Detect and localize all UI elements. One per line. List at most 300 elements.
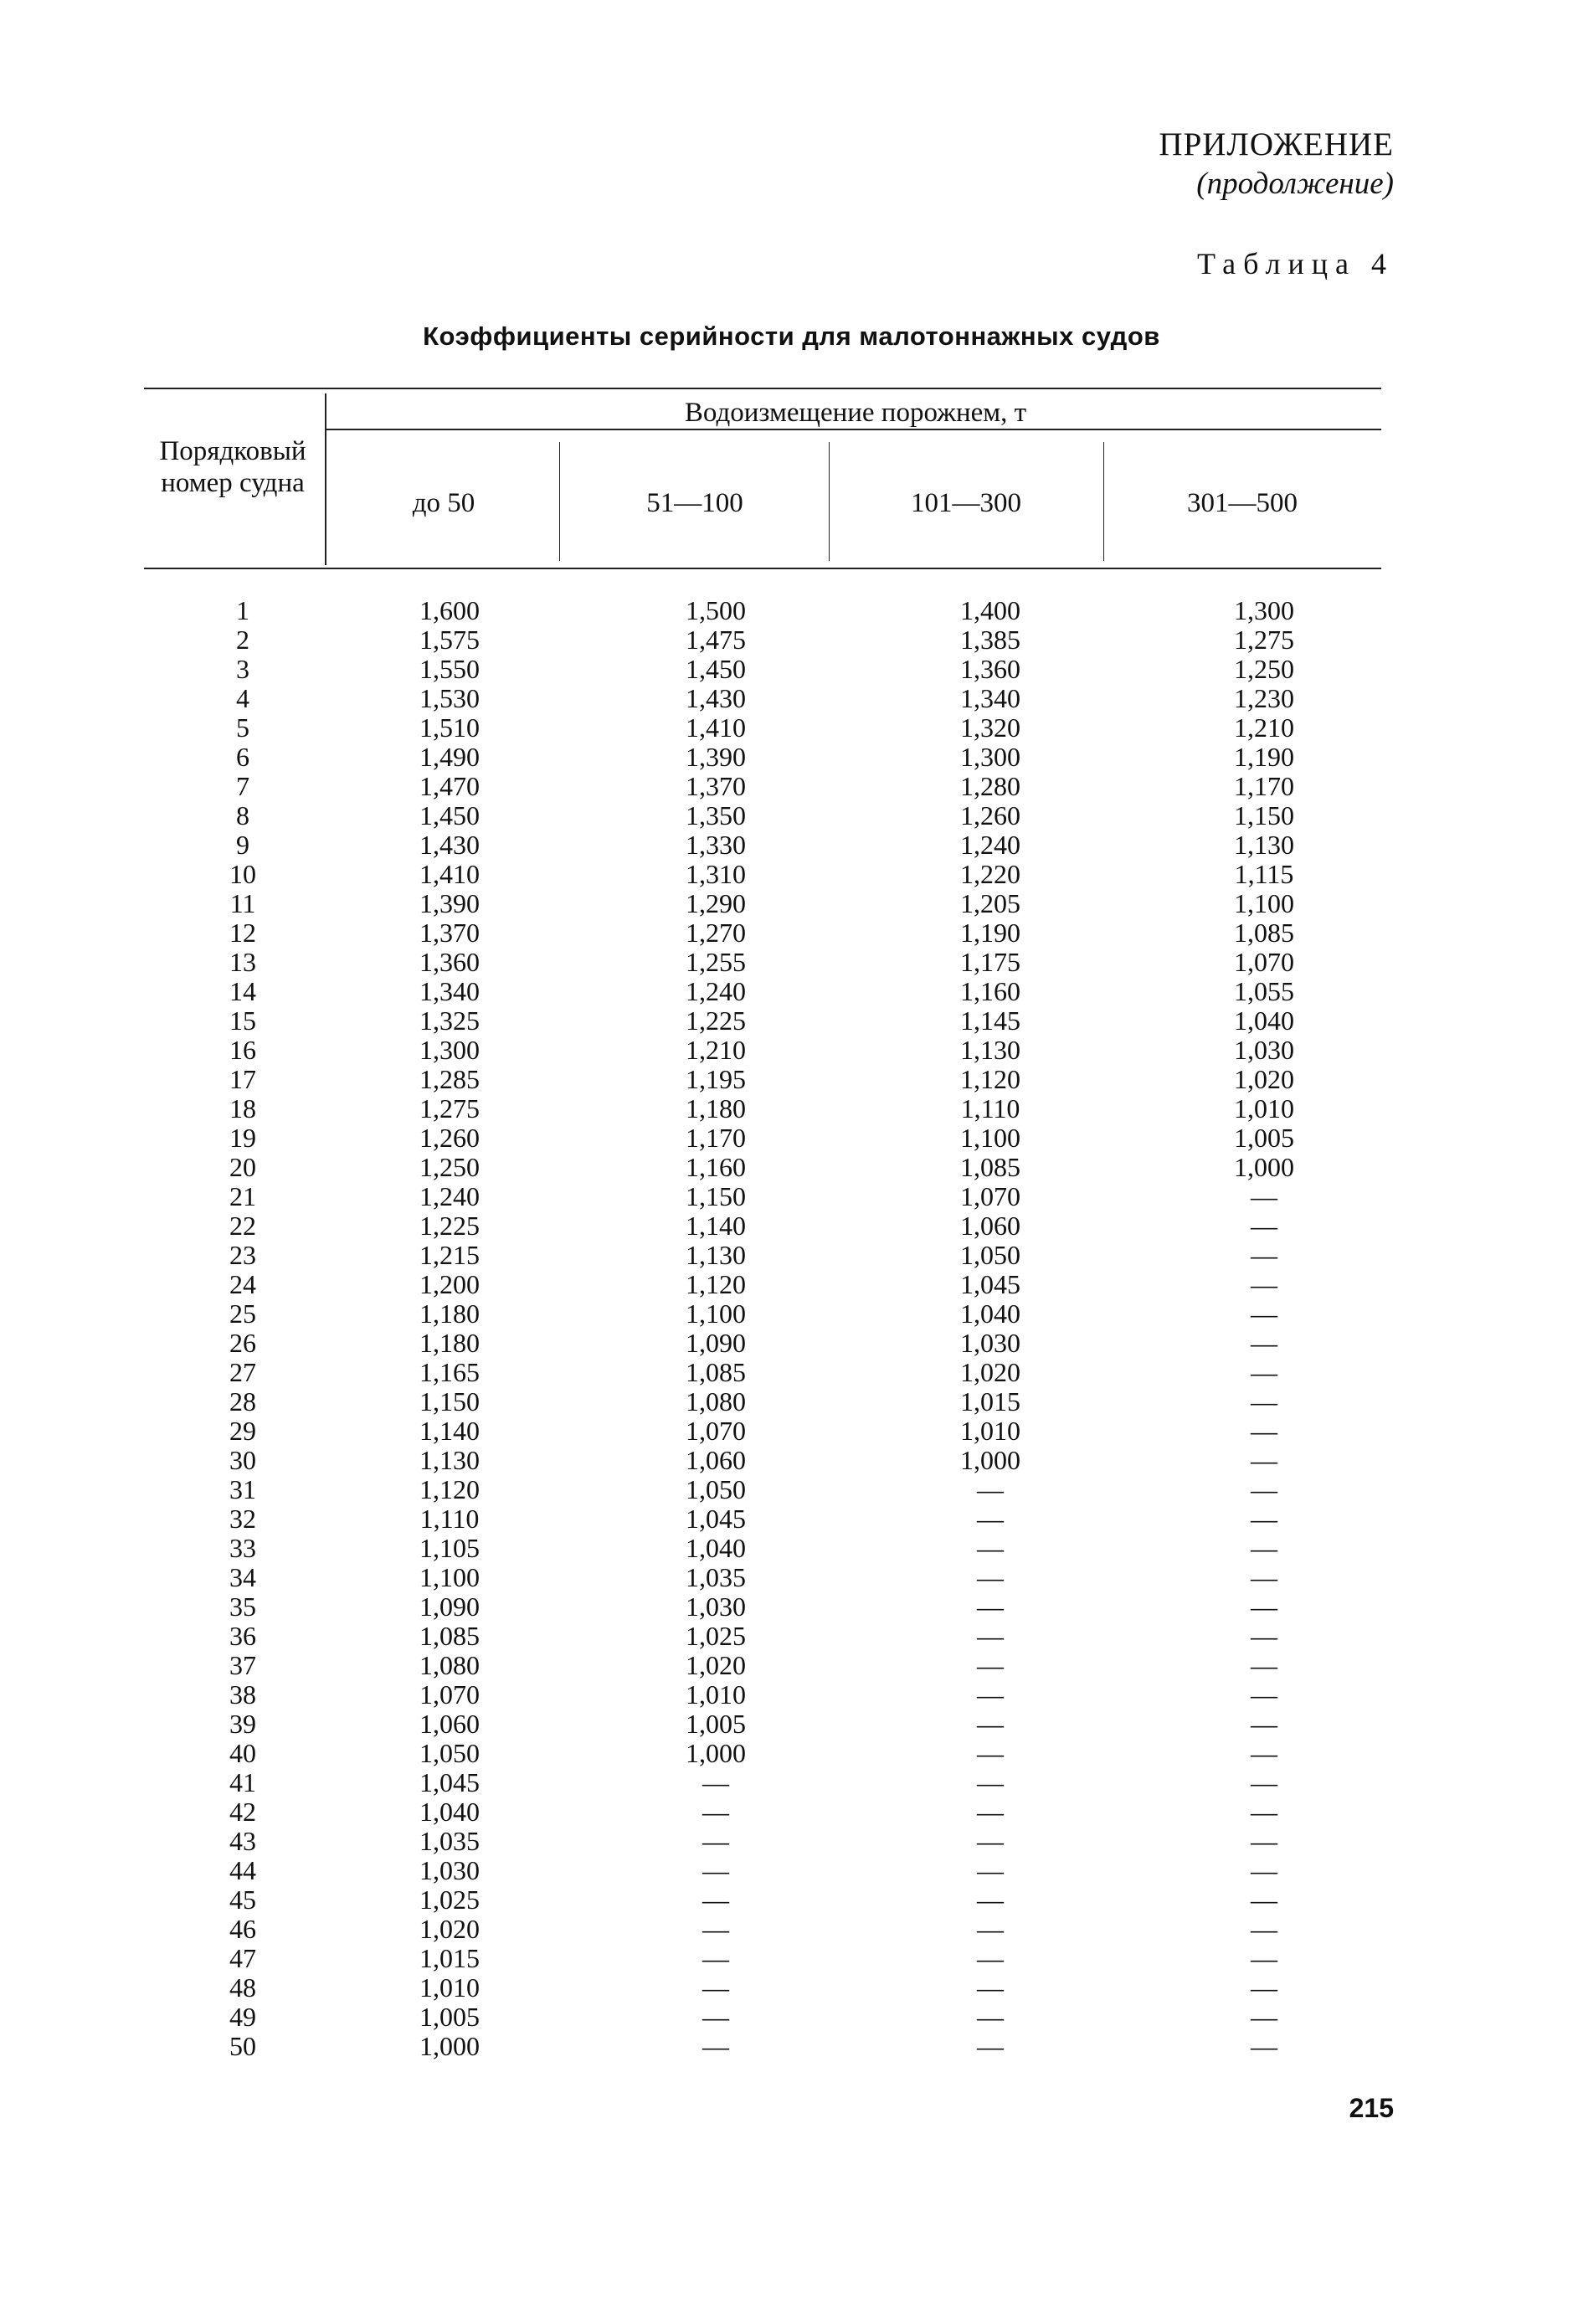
row-number: 27 <box>229 1357 256 1387</box>
coef-101-300: 1,320 <box>960 712 1020 743</box>
table-row <box>0 1211 1583 1241</box>
table-row <box>0 977 1583 1006</box>
coef-51-100: 1,170 <box>686 1123 746 1153</box>
table-row <box>0 655 1583 684</box>
table-row <box>0 889 1583 918</box>
row-number: 43 <box>229 1826 256 1856</box>
coef-301-500: 1,000 <box>1234 1152 1294 1182</box>
coef-101-300: — <box>977 1650 1004 1680</box>
coef-up-to-50: 1,090 <box>419 1591 480 1622</box>
coef-51-100: — <box>702 1855 729 1885</box>
coef-301-500: 1,100 <box>1234 888 1294 918</box>
coef-301-500: — <box>1251 1972 1277 2003</box>
coef-301-500: — <box>1251 1738 1277 1768</box>
coef-301-500: 1,300 <box>1234 595 1294 625</box>
row-number: 35 <box>229 1591 256 1622</box>
appendix-continuation: (продолжение) <box>1196 167 1394 201</box>
coef-101-300: — <box>977 1709 1004 1739</box>
coef-51-100: 1,240 <box>686 976 746 1006</box>
coef-up-to-50: 1,100 <box>419 1562 480 1592</box>
table-row <box>0 713 1583 743</box>
coef-51-100: 1,350 <box>686 800 746 830</box>
coef-up-to-50: 1,050 <box>419 1738 480 1768</box>
coef-301-500: — <box>1251 1855 1277 1885</box>
row-number: 41 <box>229 1767 256 1797</box>
coef-301-500: — <box>1251 1298 1277 1329</box>
table-caption: Коэффициенты серийности для малотоннажных судов <box>423 321 1160 351</box>
row-number: 9 <box>236 830 249 860</box>
coef-101-300: 1,120 <box>960 1064 1020 1094</box>
coef-301-500: — <box>1251 1445 1277 1475</box>
coef-301-500: — <box>1251 1328 1277 1358</box>
coef-51-100: 1,475 <box>686 625 746 655</box>
coef-51-100: 1,160 <box>686 1152 746 1182</box>
coef-101-300: 1,000 <box>960 1445 1020 1475</box>
coef-up-to-50: 1,325 <box>419 1005 480 1036</box>
coef-up-to-50: 1,180 <box>419 1298 480 1329</box>
table-row <box>0 1270 1583 1299</box>
coef-up-to-50: 1,510 <box>419 712 480 743</box>
coef-51-100: — <box>702 2031 729 2061</box>
table-row <box>0 1358 1583 1387</box>
coef-301-500: — <box>1251 1914 1277 1944</box>
coef-51-100: — <box>702 1972 729 2003</box>
coef-301-500: — <box>1251 1591 1277 1622</box>
coef-301-500: — <box>1251 1767 1277 1797</box>
coef-301-500: 1,170 <box>1234 771 1294 801</box>
table-row <box>0 1856 1583 1885</box>
coef-301-500: — <box>1251 1474 1277 1504</box>
row-number: 48 <box>229 1972 256 2003</box>
coef-51-100: 1,390 <box>686 742 746 772</box>
coef-101-300: — <box>977 1591 1004 1622</box>
row-number: 4 <box>236 683 249 713</box>
coef-51-100: — <box>702 2002 729 2032</box>
row-number: 40 <box>229 1738 256 1768</box>
row-number: 50 <box>229 2031 256 2061</box>
coef-51-100: 1,310 <box>686 859 746 889</box>
coef-up-to-50: 1,000 <box>419 2031 480 2061</box>
table-row <box>0 1065 1583 1094</box>
coef-301-500: — <box>1251 1386 1277 1417</box>
table-row <box>0 684 1583 713</box>
coef-up-to-50: 1,390 <box>419 888 480 918</box>
table-row <box>0 1739 1583 1768</box>
coef-101-300: — <box>977 1533 1004 1563</box>
column-header: до 50 <box>412 488 475 518</box>
coef-101-300: — <box>977 1474 1004 1504</box>
coef-101-300: — <box>977 1767 1004 1797</box>
table-row <box>0 1241 1583 1270</box>
table-row <box>0 1592 1583 1622</box>
coef-51-100: 1,500 <box>686 595 746 625</box>
page-number: 215 <box>1349 2093 1394 2123</box>
table-row <box>0 1680 1583 1710</box>
coef-101-300: 1,070 <box>960 1181 1020 1211</box>
row-number-header: Порядковый номер судна <box>159 436 306 498</box>
coef-101-300: 1,015 <box>960 1386 1020 1417</box>
coef-up-to-50: 1,140 <box>419 1416 480 1446</box>
table-row <box>0 1299 1583 1329</box>
coef-up-to-50: 1,360 <box>419 947 480 977</box>
coef-up-to-50: 1,110 <box>419 1504 480 1534</box>
coef-101-300: 1,280 <box>960 771 1020 801</box>
coef-51-100: 1,210 <box>686 1035 746 1065</box>
coef-51-100: 1,030 <box>686 1591 746 1622</box>
group-header-rule <box>326 429 1381 430</box>
coef-101-300: — <box>977 1943 1004 1973</box>
table-row <box>0 1006 1583 1036</box>
row-number: 29 <box>229 1416 256 1446</box>
coef-101-300: 1,010 <box>960 1416 1020 1446</box>
coef-up-to-50: 1,165 <box>419 1357 480 1387</box>
coef-101-300: 1,145 <box>960 1005 1020 1036</box>
coef-101-300: — <box>977 2031 1004 2061</box>
coef-51-100: 1,090 <box>686 1328 746 1358</box>
row-header-divider <box>325 393 326 565</box>
coef-up-to-50: 1,035 <box>419 1826 480 1856</box>
row-number: 34 <box>229 1562 256 1592</box>
coef-101-300: 1,045 <box>960 1269 1020 1299</box>
coef-301-500: — <box>1251 1211 1277 1241</box>
coef-up-to-50: 1,260 <box>419 1123 480 1153</box>
row-number: 39 <box>229 1709 256 1739</box>
coef-301-500: — <box>1251 1884 1277 1915</box>
coef-up-to-50: 1,085 <box>419 1621 480 1651</box>
coef-up-to-50: 1,180 <box>419 1328 480 1358</box>
coef-301-500: 1,055 <box>1234 976 1294 1006</box>
coef-301-500: 1,020 <box>1234 1064 1294 1094</box>
table-row <box>0 1094 1583 1123</box>
coef-51-100: — <box>702 1767 729 1797</box>
row-number: 11 <box>229 888 256 918</box>
coef-51-100: 1,045 <box>686 1504 746 1534</box>
row-number: 46 <box>229 1914 256 1944</box>
row-number: 44 <box>229 1855 256 1885</box>
coef-up-to-50: 1,300 <box>419 1035 480 1065</box>
coef-up-to-50: 1,410 <box>419 859 480 889</box>
coef-101-300: 1,260 <box>960 800 1020 830</box>
row-number: 25 <box>229 1298 256 1329</box>
row-number: 38 <box>229 1679 256 1710</box>
row-number: 5 <box>236 712 249 743</box>
coef-101-300: — <box>977 1504 1004 1534</box>
coef-51-100: 1,450 <box>686 654 746 684</box>
coef-301-500: 1,070 <box>1234 947 1294 977</box>
row-number: 23 <box>229 1240 256 1270</box>
column-header: 51—100 <box>646 488 743 518</box>
row-number: 28 <box>229 1386 256 1417</box>
coef-51-100: 1,080 <box>686 1386 746 1417</box>
coef-101-300: — <box>977 1562 1004 1592</box>
coef-up-to-50: 1,030 <box>419 1855 480 1885</box>
coef-51-100: 1,000 <box>686 1738 746 1768</box>
coef-51-100: 1,330 <box>686 830 746 860</box>
coef-up-to-50: 1,120 <box>419 1474 480 1504</box>
table-row <box>0 1387 1583 1417</box>
coef-51-100: 1,085 <box>686 1357 746 1387</box>
appendix-title: ПРИЛОЖЕНИЕ <box>1159 126 1394 162</box>
coef-51-100: 1,070 <box>686 1416 746 1446</box>
coef-51-100: — <box>702 1943 729 1973</box>
coef-up-to-50: 1,450 <box>419 800 480 830</box>
coef-301-500: — <box>1251 2002 1277 2032</box>
coef-101-300: 1,130 <box>960 1035 1020 1065</box>
coef-up-to-50: 1,005 <box>419 2002 480 2032</box>
coef-101-300: — <box>977 1621 1004 1651</box>
coef-51-100: 1,100 <box>686 1298 746 1329</box>
coef-301-500: 1,130 <box>1234 830 1294 860</box>
table-row <box>0 1182 1583 1211</box>
row-number: 31 <box>229 1474 256 1504</box>
table-row <box>0 1797 1583 1827</box>
table-row <box>0 1944 1583 1973</box>
row-number: 32 <box>229 1504 256 1534</box>
column-divider <box>1103 442 1104 561</box>
coef-51-100: 1,225 <box>686 1005 746 1036</box>
table-row <box>0 1475 1583 1504</box>
table-row <box>0 918 1583 948</box>
row-number: 36 <box>229 1621 256 1651</box>
table-row <box>0 1417 1583 1446</box>
coef-51-100: 1,370 <box>686 771 746 801</box>
table-row <box>0 1153 1583 1182</box>
coef-up-to-50: 1,575 <box>419 625 480 655</box>
coef-301-500: — <box>1251 1181 1277 1211</box>
coef-51-100: 1,410 <box>686 712 746 743</box>
coef-51-100: 1,130 <box>686 1240 746 1270</box>
coef-up-to-50: 1,215 <box>419 1240 480 1270</box>
coef-51-100: 1,180 <box>686 1093 746 1123</box>
row-number: 20 <box>229 1152 256 1182</box>
coef-51-100: 1,050 <box>686 1474 746 1504</box>
coef-up-to-50: 1,430 <box>419 830 480 860</box>
coef-up-to-50: 1,010 <box>419 1972 480 2003</box>
table-row <box>0 2032 1583 2061</box>
coef-up-to-50: 1,530 <box>419 683 480 713</box>
row-number: 30 <box>229 1445 256 1475</box>
table-row <box>0 625 1583 655</box>
table-row <box>0 1036 1583 1065</box>
coef-51-100: 1,255 <box>686 947 746 977</box>
coef-301-500: — <box>1251 1650 1277 1680</box>
coef-101-300: 1,040 <box>960 1298 1020 1329</box>
coef-up-to-50: 1,130 <box>419 1445 480 1475</box>
coef-up-to-50: 1,025 <box>419 1884 480 1915</box>
coef-51-100: — <box>702 1914 729 1944</box>
table-row <box>0 801 1583 830</box>
coef-301-500: — <box>1251 1943 1277 1973</box>
coef-101-300: — <box>977 1679 1004 1710</box>
row-number: 3 <box>236 654 249 684</box>
coef-up-to-50: 1,060 <box>419 1709 480 1739</box>
table-row <box>0 1710 1583 1739</box>
row-number: 49 <box>229 2002 256 2032</box>
coef-101-300: — <box>977 1826 1004 1856</box>
table-row <box>0 1123 1583 1153</box>
coef-101-300: 1,050 <box>960 1240 1020 1270</box>
coef-301-500: — <box>1251 1562 1277 1592</box>
table-number: Таблица 4 <box>1197 247 1394 280</box>
coef-301-500: 1,010 <box>1234 1093 1294 1123</box>
coef-up-to-50: 1,040 <box>419 1797 480 1827</box>
row-number: 14 <box>229 976 256 1006</box>
row-number: 19 <box>229 1123 256 1153</box>
row-number: 47 <box>229 1943 256 1973</box>
row-number: 21 <box>229 1181 256 1211</box>
coef-51-100: 1,140 <box>686 1211 746 1241</box>
header-bottom-rule <box>144 568 1381 569</box>
coef-up-to-50: 1,150 <box>419 1386 480 1417</box>
coef-51-100: 1,120 <box>686 1269 746 1299</box>
table-row <box>0 1534 1583 1563</box>
table-row <box>0 1827 1583 1856</box>
coef-301-500: 1,250 <box>1234 654 1294 684</box>
row-number: 7 <box>236 771 249 801</box>
coef-up-to-50: 1,070 <box>419 1679 480 1710</box>
coef-101-300: 1,385 <box>960 625 1020 655</box>
coef-301-500: 1,030 <box>1234 1035 1294 1065</box>
row-number: 26 <box>229 1328 256 1358</box>
coef-up-to-50: 1,045 <box>419 1767 480 1797</box>
row-number: 2 <box>236 625 249 655</box>
coef-301-500: — <box>1251 1679 1277 1710</box>
coef-101-300: — <box>977 2002 1004 2032</box>
coef-101-300: 1,240 <box>960 830 1020 860</box>
coef-301-500: 1,085 <box>1234 918 1294 948</box>
coef-up-to-50: 1,015 <box>419 1943 480 1973</box>
coef-51-100: — <box>702 1797 729 1827</box>
row-number: 42 <box>229 1797 256 1827</box>
table-row <box>0 1973 1583 2003</box>
coef-101-300: — <box>977 1797 1004 1827</box>
table-row <box>0 830 1583 860</box>
row-number: 6 <box>236 742 249 772</box>
coef-up-to-50: 1,250 <box>419 1152 480 1182</box>
coef-101-300: — <box>977 1738 1004 1768</box>
coef-101-300: 1,020 <box>960 1357 1020 1387</box>
coef-51-100: 1,020 <box>686 1650 746 1680</box>
coef-301-500: — <box>1251 1797 1277 1827</box>
row-number: 18 <box>229 1093 256 1123</box>
coef-101-300: 1,340 <box>960 683 1020 713</box>
row-number: 24 <box>229 1269 256 1299</box>
column-divider <box>829 442 830 561</box>
row-number: 22 <box>229 1211 256 1241</box>
coef-301-500: 1,190 <box>1234 742 1294 772</box>
table-row <box>0 1915 1583 1944</box>
coef-51-100: — <box>702 1826 729 1856</box>
row-number: 33 <box>229 1533 256 1563</box>
coef-51-100: 1,040 <box>686 1533 746 1563</box>
row-number: 37 <box>229 1650 256 1680</box>
coef-101-300: 1,300 <box>960 742 1020 772</box>
column-header: 301—500 <box>1187 488 1298 518</box>
coef-301-500: — <box>1251 1269 1277 1299</box>
coef-51-100: 1,195 <box>686 1064 746 1094</box>
coef-up-to-50: 1,020 <box>419 1914 480 1944</box>
row-number: 1 <box>236 595 249 625</box>
table-row <box>0 1504 1583 1534</box>
coef-up-to-50: 1,470 <box>419 771 480 801</box>
coef-101-300: 1,110 <box>960 1093 1020 1123</box>
row-number: 17 <box>229 1064 256 1094</box>
coef-101-300: 1,100 <box>960 1123 1020 1153</box>
displacement-group-header: Водоизмещение порожнем, т <box>684 398 1027 428</box>
coef-301-500: — <box>1251 1416 1277 1446</box>
coef-up-to-50: 1,200 <box>419 1269 480 1299</box>
coef-up-to-50: 1,275 <box>419 1093 480 1123</box>
coef-301-500: — <box>1251 1504 1277 1534</box>
coef-51-100: 1,150 <box>686 1181 746 1211</box>
table-row <box>0 772 1583 801</box>
column-header: 101—300 <box>911 488 1021 518</box>
coef-up-to-50: 1,240 <box>419 1181 480 1211</box>
coef-51-100: 1,025 <box>686 1621 746 1651</box>
coef-301-500: 1,150 <box>1234 800 1294 830</box>
coef-101-300: 1,175 <box>960 947 1020 977</box>
table-row <box>0 948 1583 977</box>
coef-101-300: 1,360 <box>960 654 1020 684</box>
coef-51-100: 1,270 <box>686 918 746 948</box>
coef-101-300: 1,160 <box>960 976 1020 1006</box>
coef-301-500: — <box>1251 1357 1277 1387</box>
coef-301-500: 1,005 <box>1234 1123 1294 1153</box>
row-number: 13 <box>229 947 256 977</box>
row-number: 12 <box>229 918 256 948</box>
coef-up-to-50: 1,370 <box>419 918 480 948</box>
coef-101-300: 1,220 <box>960 859 1020 889</box>
coef-101-300: 1,205 <box>960 888 1020 918</box>
table-row <box>0 1622 1583 1651</box>
coef-up-to-50: 1,105 <box>419 1533 480 1563</box>
coef-301-500: — <box>1251 1621 1277 1651</box>
coef-101-300: 1,060 <box>960 1211 1020 1241</box>
row-number: 16 <box>229 1035 256 1065</box>
coef-51-100: 1,060 <box>686 1445 746 1475</box>
coef-101-300: 1,030 <box>960 1328 1020 1358</box>
coef-301-500: 1,210 <box>1234 712 1294 743</box>
table-row <box>0 1885 1583 1915</box>
table-row <box>0 743 1583 772</box>
row-number: 10 <box>229 859 256 889</box>
coef-301-500: — <box>1251 1533 1277 1563</box>
table-row <box>0 1446 1583 1475</box>
coef-up-to-50: 1,600 <box>419 595 480 625</box>
row-number: 8 <box>236 800 249 830</box>
coef-101-300: — <box>977 1914 1004 1944</box>
table-top-rule <box>144 388 1381 389</box>
coef-up-to-50: 1,285 <box>419 1064 480 1094</box>
table-row <box>0 1563 1583 1592</box>
coef-301-500: 1,040 <box>1234 1005 1294 1036</box>
coef-up-to-50: 1,340 <box>419 976 480 1006</box>
table-row <box>0 1768 1583 1797</box>
coef-up-to-50: 1,225 <box>419 1211 480 1241</box>
coef-301-500: — <box>1251 1826 1277 1856</box>
coef-51-100: 1,290 <box>686 888 746 918</box>
row-number: 15 <box>229 1005 256 1036</box>
coef-51-100: — <box>702 1884 729 1915</box>
coef-301-500: 1,115 <box>1234 859 1294 889</box>
coef-101-300: — <box>977 1972 1004 2003</box>
table-row <box>0 596 1583 625</box>
coef-301-500: 1,230 <box>1234 683 1294 713</box>
coef-301-500: — <box>1251 2031 1277 2061</box>
coef-51-100: 1,010 <box>686 1679 746 1710</box>
coef-301-500: — <box>1251 1240 1277 1270</box>
row-number: 45 <box>229 1884 256 1915</box>
